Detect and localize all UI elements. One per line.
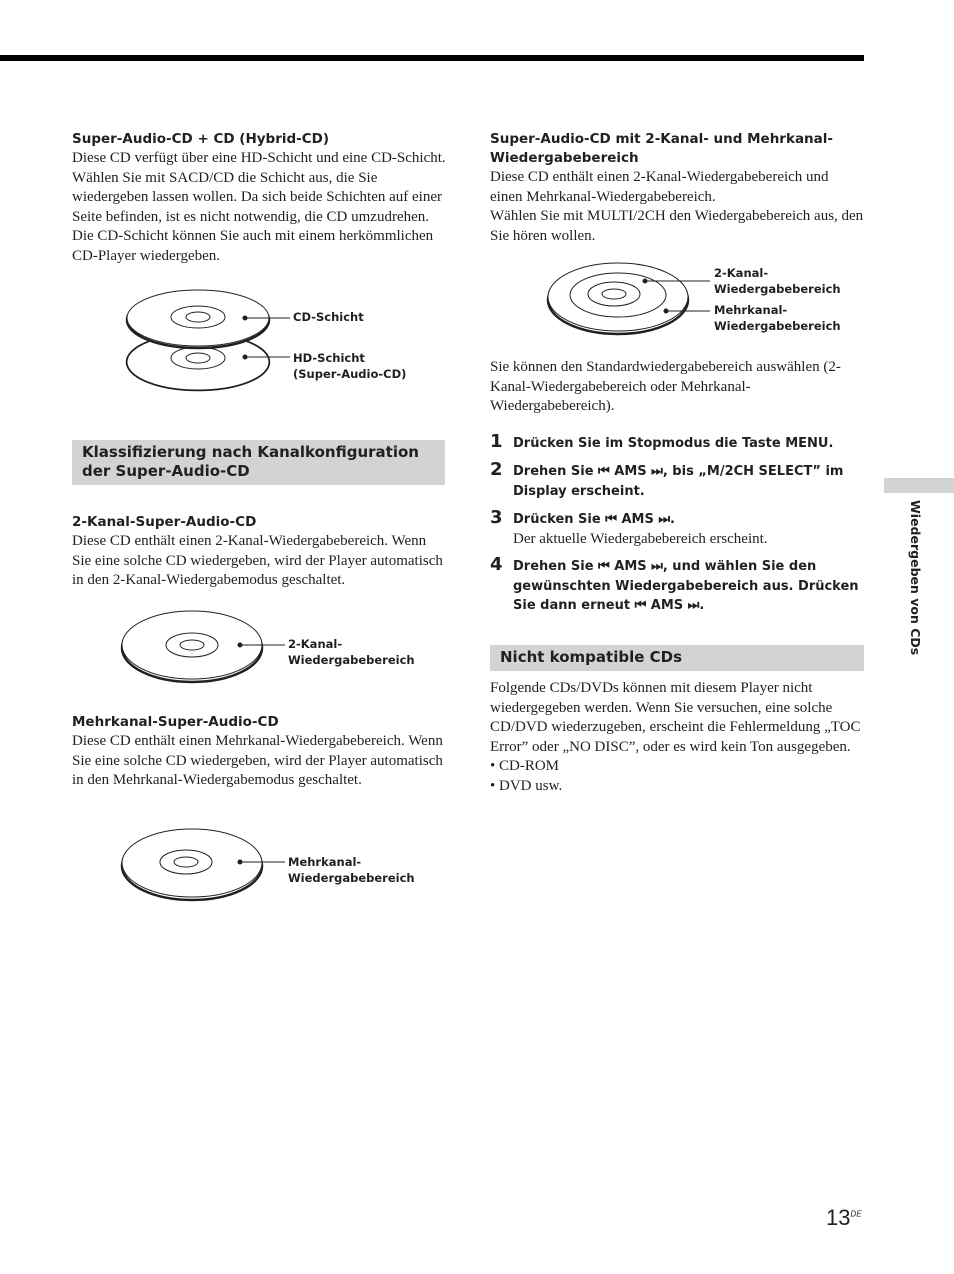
incompatible-section — [490, 679, 864, 797]
step-4 — [490, 554, 864, 616]
label-combo-multi-line2: Wiedergabebereich — [714, 319, 841, 333]
step-1 — [490, 431, 864, 454]
incompatible-text: Folgende CDs/DVDs können mit diesem Player nicht wiedergegeben werden. Wenn Sie versuchen, eine solche CD/DVD wiederzugeben, erscheint die Fehlermeldung „TOC Error” oder „NO DISC”, oder es wird kein Ton ausgegeben. — [490, 680, 861, 755]
step-4-number: 4 — [490, 554, 503, 575]
twochannel-text: Diese CD enthält einen 2-Kanal-Wiedergabebereich. Wenn Sie eine solche CD wiedergeben, wird der Player automatisch in den 2-Kanal-Wiedergabemodus geschaltet. — [72, 533, 443, 589]
label-combo-2ch — [714, 265, 841, 297]
step-4-text: Drehen Sie ⏮ AMS ⏭, und wählen Sie den gewünschten Wiedergabebereich aus. Drücken Sie dann erneut ⏮ AMS ⏭. — [513, 559, 859, 613]
label-combo-multi — [714, 302, 841, 334]
bullet-dvd: • DVD usw. — [490, 777, 563, 794]
label-hd-layer-line1: HD-Schicht — [293, 351, 365, 365]
hybrid-text: Diese CD verfügt über eine HD-Schicht und eine CD-Schicht. Wählen Sie mit SACD/CD die Schicht aus, die Sie wiedergeben lassen wollen. Da sich beide Schichten auf einer Seite befinden, ist es nicht notwendig, die CD umzudrehen. Die CD-Schicht können Sie auch mit einem herkömmlichen CD-Player wiedergeben. — [72, 150, 446, 264]
combo-text-2: Wählen Sie mit MULTI/2CH den Wiedergabebereich aus, den Sie hören wollen. — [490, 208, 864, 244]
label-twochannel-line1: 2-Kanal- — [288, 637, 343, 651]
label-multichannel-line1: Mehrkanal- — [288, 855, 362, 869]
label-hd-layer-line2: (Super-Audio-CD) — [293, 367, 407, 381]
classification-band: Klassifizierung nach Kanalkonfiguration der Super-Audio-CD — [72, 440, 445, 485]
multichannel-heading: Mehrkanal-Super-Audio-CD — [72, 714, 279, 730]
twochannel-heading: 2-Kanal-Super-Audio-CD — [72, 514, 257, 530]
label-combo-multi-line1: Mehrkanal- — [714, 303, 788, 317]
step-1-number: 1 — [490, 431, 503, 452]
bullet-cdrom: • CD-ROM — [490, 758, 560, 775]
step-1-text: Drücken Sie im Stopmodus die Taste MENU. — [513, 436, 834, 451]
multichannel-text: Diese CD enthält einen Mehrkanal-Wiedergabebereich. Wenn Sie eine solche CD wiedergeben, wird der Player automatisch in den Mehrkanal-Wiedergabemodus geschaltet. — [72, 733, 443, 789]
label-twochannel-line2: Wiedergabebereich — [288, 653, 415, 667]
combo-text-1: Diese CD enthält einen 2-Kanal-Wiedergabebereich und einen Mehrkanal-Wiedergabebereich. — [490, 169, 829, 205]
combo-text-3: Sie können den Standardwiedergabebereich auswählen (2-Kanal-Wiedergabebereich oder Mehrkanal-Wiedergabebereich). — [490, 359, 841, 415]
step-2-number: 2 — [490, 459, 503, 480]
combo-heading: Super-Audio-CD mit 2-Kanal- und Mehrkanal-Wiedergabebereich — [490, 131, 834, 166]
label-multichannel-line2: Wiedergabebereich — [288, 871, 415, 885]
page-number — [826, 1205, 862, 1231]
side-tab-marker — [884, 478, 954, 493]
step-3 — [490, 507, 864, 549]
step-2-text: Drehen Sie ⏮ AMS ⏭, bis „M/2CH SELECT” im Display erscheint. — [513, 464, 844, 499]
page-number-value: 13 — [826, 1205, 851, 1230]
step-3-subtext: Der aktuelle Wiedergabebereich erscheint. — [513, 530, 768, 547]
step-3-text: Drücken Sie ⏮ AMS ⏭. — [513, 512, 675, 527]
step-3-number: 3 — [490, 507, 503, 528]
label-combo-2ch-line2: Wiedergabebereich — [714, 282, 841, 296]
label-cd-layer: CD-Schicht — [293, 310, 364, 324]
step-2 — [490, 459, 864, 501]
side-tab-label: Wiedergeben von CDs — [908, 500, 923, 656]
label-combo-2ch-line1: 2-Kanal- — [714, 266, 769, 280]
page-language: DE — [850, 1209, 862, 1219]
incompatible-band: Nicht kompatible CDs — [490, 645, 864, 671]
hybrid-heading: Super-Audio-CD + CD (Hybrid-CD) — [72, 131, 330, 147]
